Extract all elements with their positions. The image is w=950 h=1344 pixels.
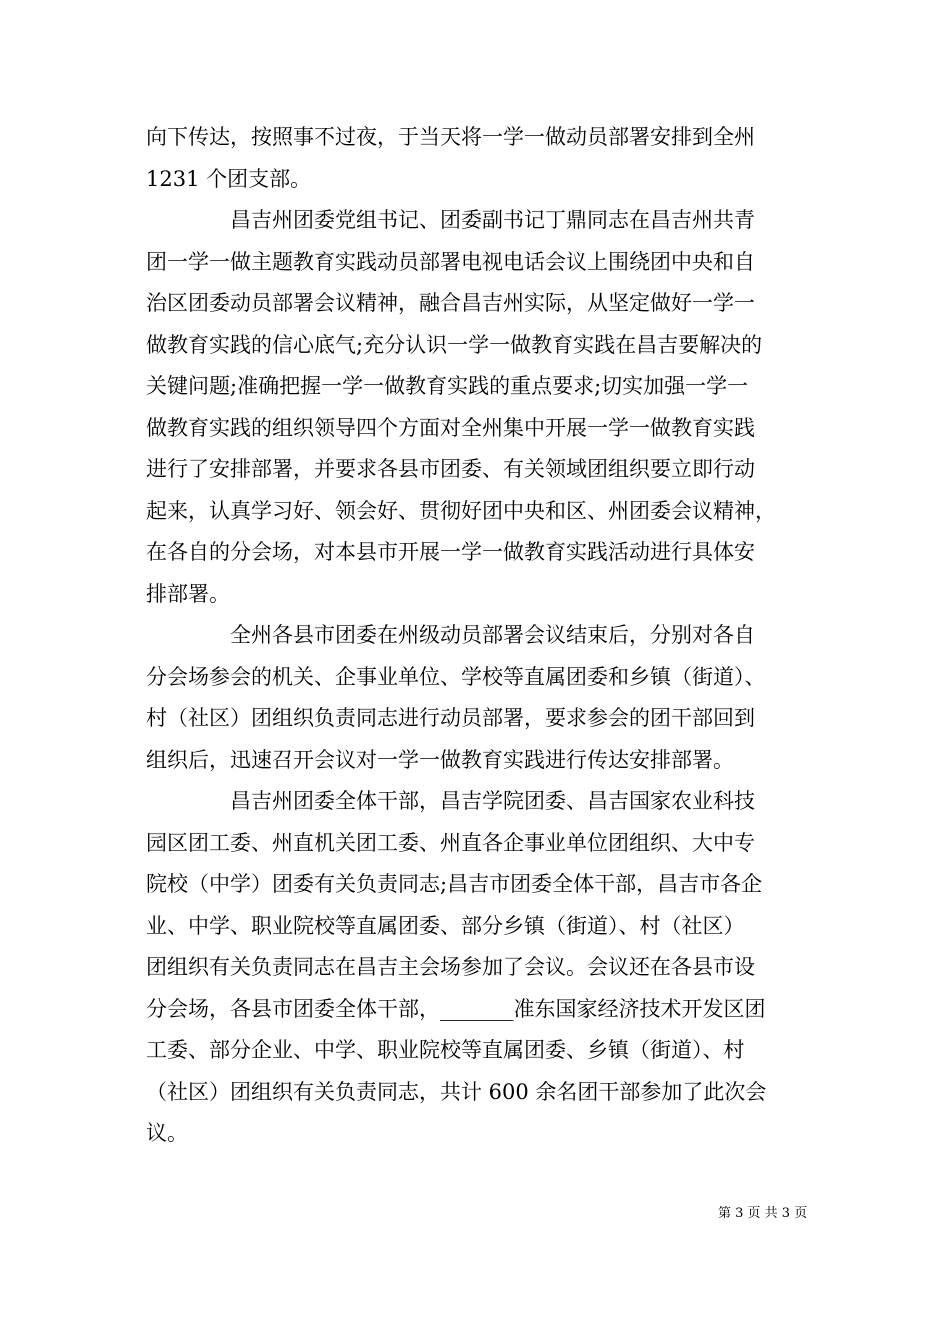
text-line: 业、中学、职业院校等直属团委、部分乡镇（街道）、村（社区）	[146, 913, 745, 938]
text-line: 团组织有关负责同志在昌吉主会场参加了会议。会议还在各县市设	[146, 955, 755, 979]
text-line: 分会场，各县市团委全体干部，_______准东国家经济技术开发区团	[146, 996, 766, 1021]
text-line: 工委、部分企业、中学、职业院校等直属团委、乡镇（街道）、村	[146, 1038, 745, 1062]
text-line: 园区团工委、州直机关团工委、州直各企事业单位团组织、大中专	[146, 830, 755, 855]
text-line: 组织后，迅速召开会议对一学一做教育实践进行传达安排部署。	[146, 747, 734, 772]
text-line: 昌吉州团委党组书记、团委副书记丁鼎同志在昌吉州共青	[146, 208, 755, 232]
text-line: 昌吉州团委全体干部，昌吉学院团委、昌吉国家农业科技	[146, 789, 755, 813]
text-line: 1231 个团支部。	[146, 166, 312, 191]
text-line: 分会场参会的机关、企事业单位、学校等直属团委和乡镇（街道）、	[146, 664, 766, 689]
text-line: 在各自的分会场，对本县市开展一学一做教育实践活动进行具体安	[146, 540, 755, 564]
text-line: 村（社区）团组织负责同志进行动员部署，要求参会的团干部回到	[146, 706, 755, 730]
text-line: 关键问题;准确把握一学一做教育实践的重点要求;切实加强一学一	[146, 374, 749, 398]
text-line: 排部署。	[146, 581, 230, 606]
text-line: 议。	[146, 1121, 188, 1145]
page-number: 第 3 页 共 3 页	[718, 1206, 808, 1221]
text-line: 院校（中学）团委有关负责同志;昌吉市团委全体干部，昌吉市各企	[146, 872, 763, 896]
text-line: 起来，认真学习好、领会好、贯彻好团中央和区、州团委会议精神，	[146, 498, 776, 523]
text-line: 治区团委动员部署会议精神，融合昌吉州实际，从坚定做好一学一	[146, 291, 755, 315]
text-line: 团一学一做主题教育实践动员部署电视电话会议上围绕团中央和自	[146, 249, 755, 274]
text-line: 进行了安排部署，并要求各县市团委、有关领域团组织要立即行动	[146, 457, 755, 481]
text-line: 向下传达，按照事不过夜，于当天将一学一做动员部署安排到全州	[146, 125, 755, 149]
text-line: 做教育实践的组织领导四个方面对全州集中开展一学一做教育实践	[146, 415, 755, 440]
document-body	[146, 117, 806, 1155]
text-line: 做教育实践的信心底气;充分认识一学一做教育实践在昌吉要解决的	[146, 332, 763, 357]
text-line: 全州各县市团委在州级动员部署会议结束后，分别对各自	[146, 623, 755, 647]
text-line: （社区）团组织有关负责同志，共计 600 余名团干部参加了此次会	[146, 1079, 767, 1104]
